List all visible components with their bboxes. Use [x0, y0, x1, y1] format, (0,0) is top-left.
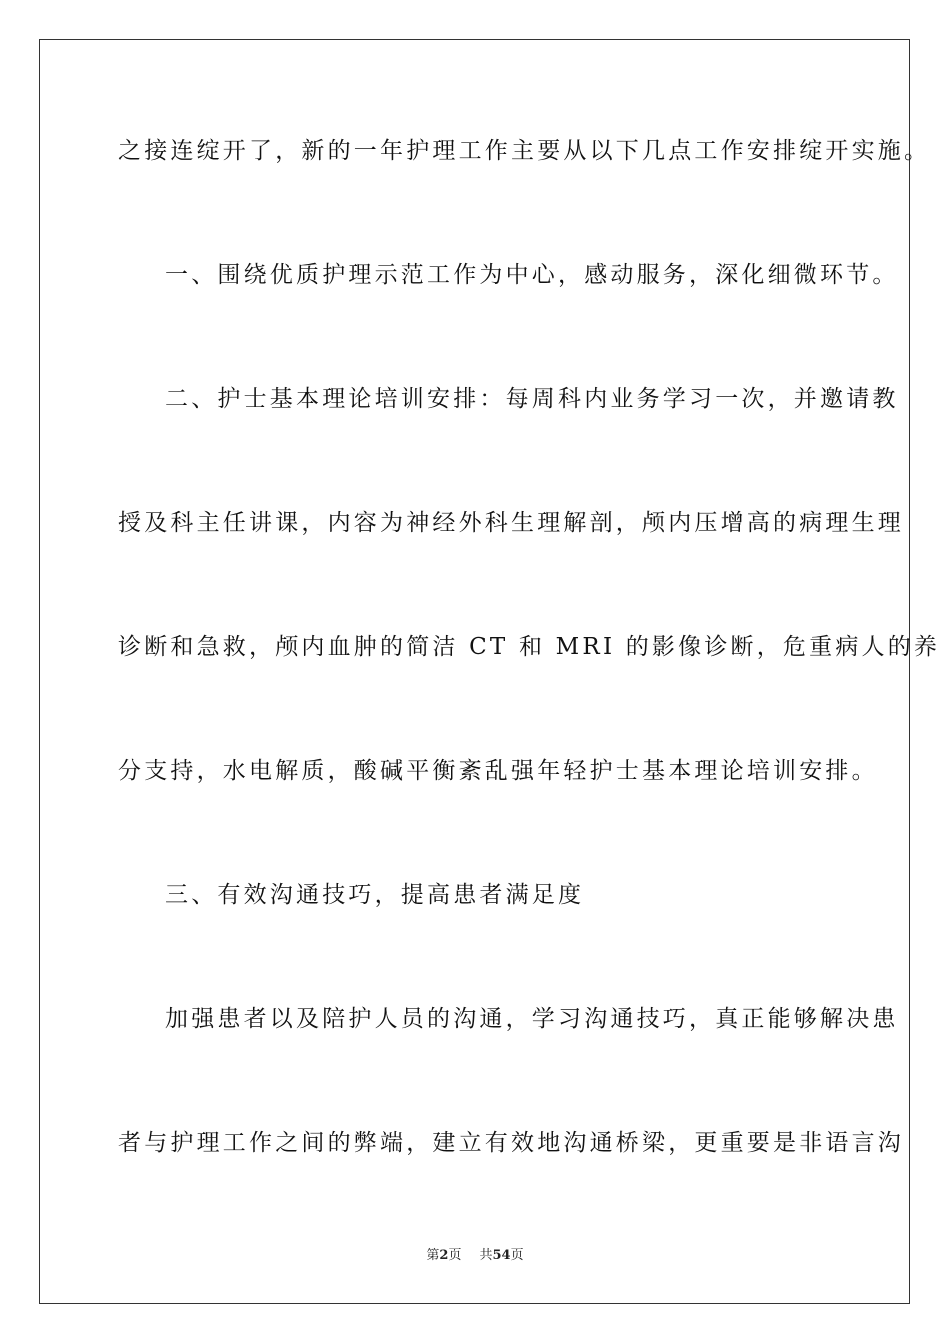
total-pages: 54 — [492, 1248, 511, 1263]
paragraph-line-4: 授及科主任讲课，内容为神经外科生理解剖，颅内压增高的病理生理 — [118, 510, 904, 536]
page-number: 2 — [439, 1248, 449, 1263]
section-heading-3: 三、有效沟通技巧，提高患者满足度 — [165, 882, 585, 908]
section-heading-2: 二、护士基本理论培训安排：每周科内业务学习一次，并邀请教 — [165, 386, 899, 412]
paragraph-line-6: 分支持，水电解质，酸碱平衡紊乱强年轻护士基本理论培训安排。 — [118, 758, 878, 784]
paragraph-line-9: 者与护理工作之间的弊端，建立有效地沟通桥梁，更重要是非语言沟 — [118, 1130, 904, 1156]
page-border — [39, 39, 941, 1304]
total-prefix: 共 — [479, 1248, 493, 1263]
paragraph-line-8: 加强患者以及陪护人员的沟通，学习沟通技巧，真正能够解决患 — [165, 1006, 899, 1032]
section-heading-1: 一、围绕优质护理示范工作为中心，感动服务，深化细微环节。 — [165, 262, 899, 288]
paragraph-line-5: 诊断和急救，颅内血肿的简洁 CT 和 MRI 的影像诊断，危重病人的养 — [118, 634, 941, 660]
total-suffix: 页 — [510, 1248, 524, 1263]
page-footer — [0, 1247, 950, 1265]
page-suffix: 页 — [448, 1248, 462, 1263]
page-prefix: 第 — [426, 1248, 440, 1263]
paragraph-line-1: 之接连绽开了，新的一年护理工作主要从以下几点工作安排绽开实施。 — [118, 138, 931, 164]
